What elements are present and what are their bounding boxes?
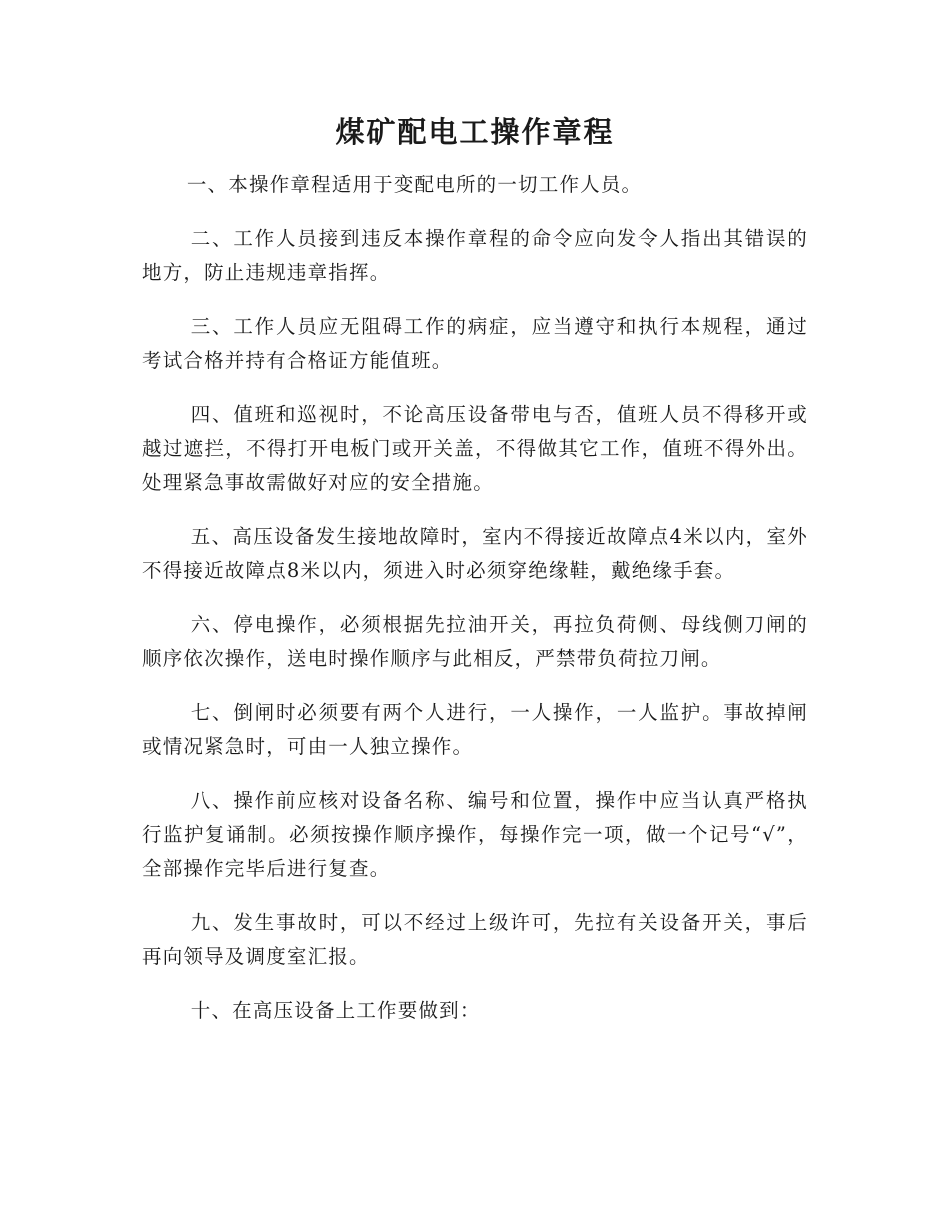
document-title: 煤矿配电工操作章程 [335,115,615,149]
paragraph-2: 二、工作人员接到违反本操作章程的命令应向发令人指出其错误的地方，防止违规违章指挥。 [142,227,808,284]
paragraph-7: 七、倒闸时必须要有两个人进行，一人操作，一人监护。事故掉闸或情况紧急时，可由一人独立操作。 [142,701,808,758]
paragraph-8: 八、操作前应核对设备名称、编号和位置，操作中应当认真严格执行监护复诵制。必须按操作顺序操作，每操作完一项，做一个记号“√”，全部操作完毕后进行复查。 [142,789,808,880]
paragraph-3: 三、工作人员应无阻碍工作的病症，应当遵守和执行本规程，通过考试合格并持有合格证方能值班。 [142,315,808,372]
paragraph-4: 四、值班和巡视时，不论高压设备带电与否，值班人员不得移开或越过遮拦，不得打开电板门或开关盖，不得做其它工作，值班不得外出。处理紧急事故需做好对应的安全措施。 [142,403,808,494]
paragraph-10: 十、在高压设备上工作要做到： [190,999,481,1022]
paragraph-1: 一、本操作章程适用于变配电所的一切工作人员。 [186,173,643,196]
paragraph-6: 六、停电操作，必须根据先拉油开关，再拉负荷侧、母线侧刀闸的顺序依次操作，送电时操作顺序与此相反，严禁带负荷拉刀闸。 [142,613,808,670]
document-body [142,168,808,1028]
paragraph-9: 九、发生事故时，可以不经过上级许可，先拉有关设备开关，事后再向领导及调度室汇报。 [142,911,808,968]
paragraph-5: 五、高压设备发生接地故障时，室内不得接近故障点4米以内，室外不得接近故障点8米以内，须进入时必须穿绝缘鞋，戴绝缘手套。 [142,525,808,582]
